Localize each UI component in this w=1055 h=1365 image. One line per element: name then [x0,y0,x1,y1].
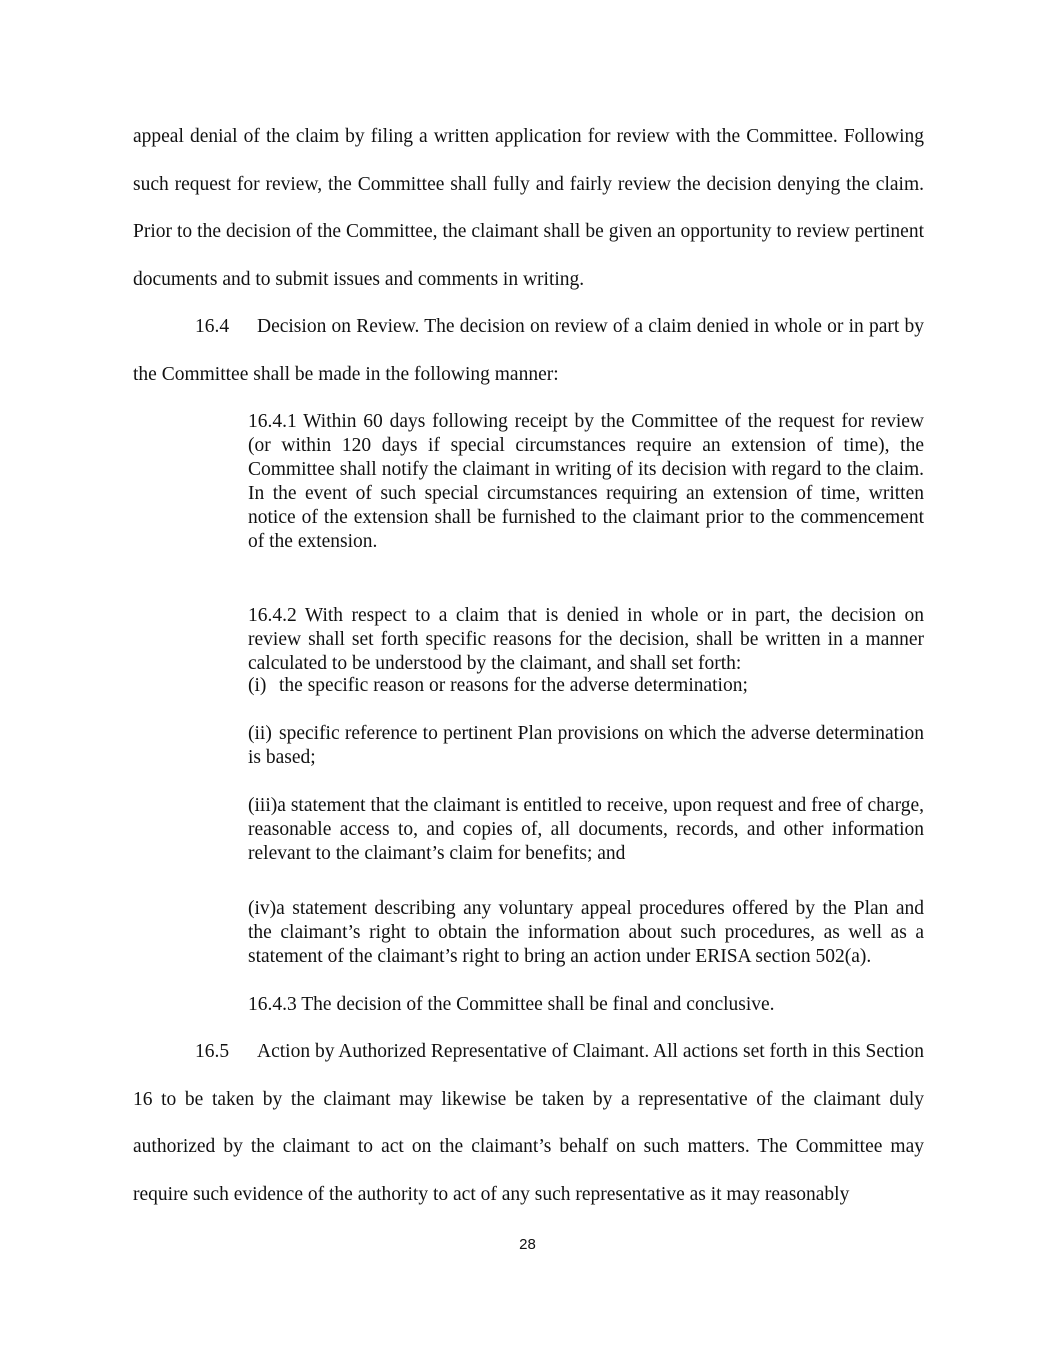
list-item-iii [248,794,924,866]
section-16-5-number: 16.5 [195,1041,230,1062]
list-item-iii-text: a statement that the claimant is entitled to receive, upon request and free of charge, reasonable access to, and copies of, all documents, records, and other information relevant to the claimant’s claim for benefits; and [248,795,924,864]
list-item-i-text: the specific reason or reasons for the adverse determination; [279,675,748,696]
section-16-4-number: 16.4 [195,316,230,337]
subsection-16-4-3: 16.4.3 The decision of the Committee shall be final and conclusive. [248,994,775,1015]
intro-paragraph: appeal denial of the claim by filing a written application for review with the Committee. Following such request for review, the Committee shall fully and fairly review the decision denying the claim. Prior to the decision of the Committee, the claimant shall be given an opportunity to review pertinent documents and to submit issues and comments in writing. [133,126,924,290]
list-item-ii [248,722,924,770]
subsection-16-4-1: 16.4.1 Within 60 days following receipt by the Committee of the request for review (or within 120 days if special circumstances require an extension of time), the Committee shall notify the claimant in writing of its decision with regard to the claim. In the event of such special circumstances requiring an extension of time, written notice of the extension shall be furnished to the claimant prior to the commencement of the extension. [248,411,924,552]
list-item-iii-label: (iii) [248,795,278,816]
section-16-5-text: Action by Authorized Representative of Claimant. All actions set forth in this Section 16 to be taken by the claimant may likewise be taken by a representative of the claimant duly authorized by the claimant to act on the claimant’s behalf on such matters. The Committee may require such evidence of the authority to act of any such representative as it may reasonably [133,1041,924,1205]
list-item-i [248,674,924,698]
list-item-iv [248,897,924,969]
list-item-ii-label: (ii) [248,723,272,744]
list-item-iv-label: (iv) [248,898,277,919]
list-item-i-label: (i) [248,675,267,696]
subsection-16-4-2: 16.4.2 With respect to a claim that is denied in whole or in part, the decision on review shall set forth specific reasons for the decision, shall be written in a manner calculated to be understood by the claimant, and shall set forth: [248,605,924,674]
section-16-4-paragraph [133,303,924,398]
list-item-iv-text: a statement describing any voluntary appeal procedures offered by the Plan and the claimant’s right to obtain the information about such procedures, as well as a statement of the claimant’s right to bring an action under ERISA section 502(a). [248,898,924,967]
section-16-4-text: Decision on Review. The decision on review of a claim denied in whole or in part by the Committee shall be made in the following manner: [133,316,924,385]
page-number: 28 [519,1236,536,1253]
list-item-ii-text: specific reference to pertinent Plan provisions on which the adverse determination is based; [248,723,924,768]
section-16-5-paragraph [133,1028,924,1218]
